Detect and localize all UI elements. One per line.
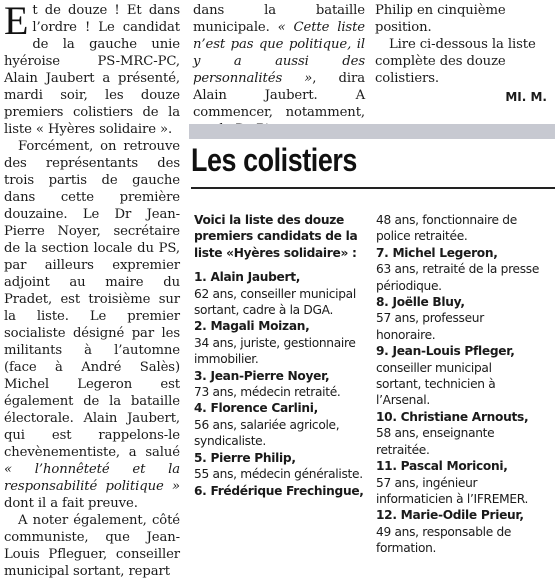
- candidate-name: 9. Jean-Louis Pfleger,: [376, 344, 515, 359]
- candidate-description: 49 ans, responsable de formation.: [376, 524, 512, 556]
- candidate-description: 58 ans, enseignante retraitée.: [376, 426, 495, 457]
- list-intro: Voici la liste des douze premiers candidats de la liste «Hyères solidaire» :: [194, 213, 358, 260]
- candidate-entry: [376, 458, 540, 507]
- candidate-list-right: [376, 212, 540, 557]
- candidate-entry: [194, 400, 364, 449]
- candidate-entry: [194, 483, 364, 499]
- candidate-name: 6. Frédérique Frechingue,: [194, 483, 364, 498]
- quote-personnalites: « Cette liste n’est pas que politique, il y a aussi des personnalités »: [193, 20, 366, 86]
- article-column-2: [193, 2, 365, 138]
- box-header-band: [189, 124, 555, 139]
- candidate-name: 1. Alain Jaubert,: [194, 270, 301, 285]
- article-paragraph-5: Philip en cinquième position.: [375, 3, 506, 35]
- candidate-name: 4. Florence Carlini,: [194, 401, 318, 416]
- candidate-name: 10. Christiane Arnouts,: [376, 409, 529, 424]
- candidate-entry: [194, 368, 364, 401]
- candidate-name: 12. Marie-Odile Prieur,: [376, 508, 524, 523]
- candidate-list-left: [194, 212, 364, 499]
- candidate-description: 57 ans, ingénieur informaticien à l’IFREMER.: [376, 475, 529, 506]
- candidate-name: 5. Pierre Philip,: [194, 450, 296, 465]
- candidate-name: 7. Michel Legeron,: [376, 245, 498, 260]
- candidate-entry: [194, 450, 364, 483]
- candidate-entry: [376, 343, 540, 409]
- article-paragraph-6: Lire ci-dessous la liste complète des douze colistiers.: [375, 37, 536, 86]
- candidate-name: 2. Magali Moizan,: [194, 319, 310, 334]
- drop-cap: E: [4, 0, 29, 43]
- candidate-entry: [376, 409, 540, 458]
- article-column-1: [4, 2, 180, 580]
- candidate-entry: [194, 318, 364, 367]
- candidate-name: 11. Pascal Moriconi,: [376, 459, 508, 474]
- article-paragraph-1: Et de douze ! Et dans l’ordre ! Le candidat de la gauche unie hyéroise PS-MRC-PC, Alain Jaubert a présenté, mardi soir, les douze premiers colistiers de la liste « Hyères solidaire ».: [4, 0, 180, 137]
- candidate-entry: [376, 212, 540, 245]
- candidate-entry: [194, 269, 364, 318]
- candidate-description: 34 ans, juriste, gestionnaire immobilier.: [194, 335, 356, 367]
- candidate-description: 48 ans, fonctionnaire de police retraitée.: [376, 213, 517, 244]
- box-headline: Les colistiers: [191, 142, 357, 178]
- author-signature: MI. M.: [505, 90, 547, 104]
- candidate-description: 56 ans, salariée agricole, syndicaliste.: [194, 417, 340, 449]
- article-paragraph-3: A noter également, côté communiste, que Jean-Louis Pfleguer, conseiller municipal sortant, repart: [4, 513, 180, 579]
- candidate-description: 63 ans, retraité de la presse périodique.: [376, 262, 540, 293]
- candidate-entry: [376, 294, 540, 343]
- headline-rule: [191, 187, 555, 189]
- candidate-description: 55 ans, médecin généraliste.: [194, 467, 363, 482]
- candidate-description: 73 ans, médecin retraité.: [194, 385, 341, 400]
- candidate-name: 3. Jean-Pierre Noyer,: [194, 368, 330, 383]
- article-column-3: [375, 2, 547, 106]
- candidate-entry: [376, 507, 540, 556]
- candidate-entry: [376, 245, 540, 294]
- article-paragraph-4: dans la bataille municipale. « Cette liste n’est pas que politique, il y a aussi des personnalités », dira Alain Jaubert. A commencer, notamment,: [193, 3, 366, 120]
- candidate-description: 57 ans, professeur honoraire.: [376, 311, 484, 342]
- candidate-description: 62 ans, conseiller municipal sortant, cadre à la DGA.: [194, 286, 356, 318]
- article-paragraph-2: Forcément, on retrouve des représentants des trois partis de gauche dans cette première douzaine. Le Dr Jean-Pierre Noyer, secrétaire de la section locale du PS, par ailleurs expremier adjoint au maire du Pradet, est troisième sur la liste. Le premier socialiste désigné par les militants à l’automne (face à André Salès) Michel Legeron est également de la bataille électorale. Alain Jaubert, qui est rappelons-le chevènementiste, a salué « l’honnêteté et la responsabilité politique » dont il a fait preuve.: [4, 139, 180, 511]
- quote-honnetete: « l’honnêteté et la responsabilité politique »: [4, 462, 180, 494]
- candidate-description: conseiller municipal sortant, technicien à l’Arsenal.: [376, 360, 496, 408]
- candidate-name: 8. Joëlle Bluy,: [376, 295, 465, 310]
